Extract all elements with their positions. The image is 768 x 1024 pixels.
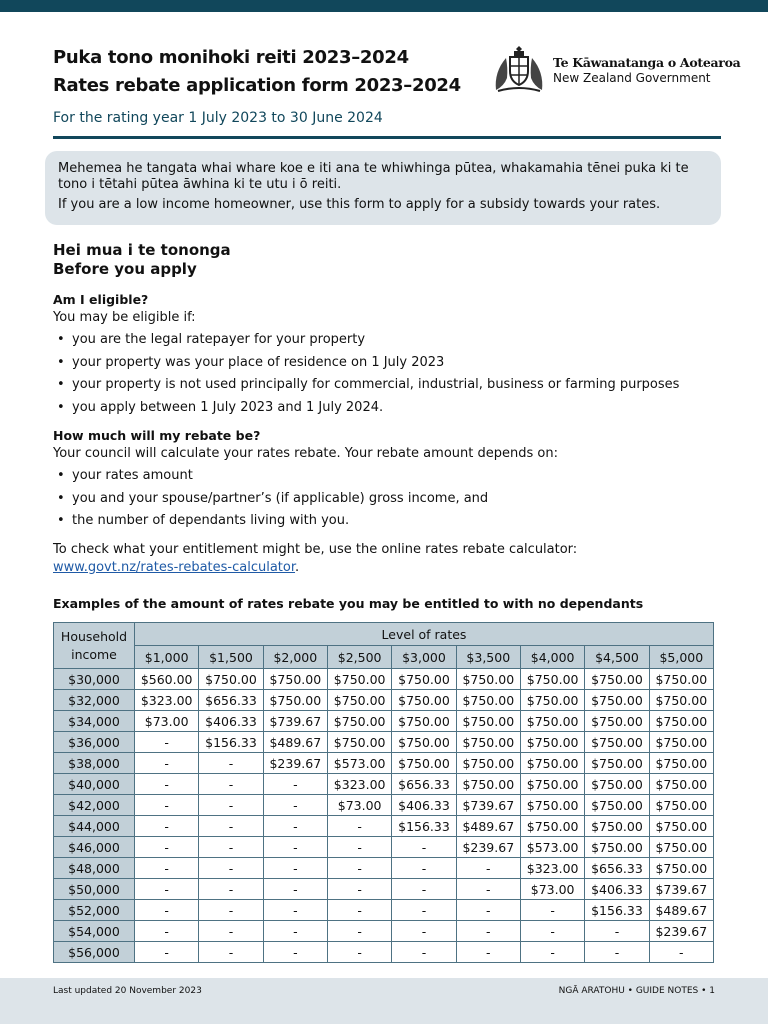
rebate-cell: $156.33 [392,816,456,837]
rebate-cell: $323.00 [520,858,584,879]
rebate-cell: $750.00 [649,837,713,858]
header-divider [53,136,721,139]
rebate-cell: $750.00 [649,753,713,774]
column-header: $1,000 [135,646,199,669]
table-row [54,753,714,774]
list-item: • the number of dependants living with you. [53,512,723,535]
nz-government-logo [490,42,741,94]
rebate-cell: $750.00 [649,690,713,711]
rebate-cell: - [520,942,584,963]
rebate-cell: $750.00 [392,753,456,774]
eligibility-intro: You may be eligible if: [53,310,196,325]
column-header: $2,500 [327,646,391,669]
column-header: $3,000 [392,646,456,669]
rebate-cell: $750.00 [327,732,391,753]
rebate-cell: - [263,795,327,816]
rebate-cell: - [135,900,199,921]
rebate-cell: - [199,837,263,858]
income-cell: $56,000 [54,942,135,963]
rebate-cell: $573.00 [520,837,584,858]
section-heading [53,241,231,279]
rebate-cell: - [135,942,199,963]
column-header: $5,000 [649,646,713,669]
calculator-link[interactable]: www.govt.nz/rates-rebates-calculator [53,559,296,575]
title-maori: Puka tono monihoki reiti 2023–2024 [53,47,409,68]
income-cell: $38,000 [54,753,135,774]
rebate-cell: - [135,795,199,816]
title-english: Rates rebate application form 2023–2024 [53,75,461,96]
rebate-cell: - [263,879,327,900]
rebate-cell: - [135,753,199,774]
callout-text-maori: Mehemea he tangata whai whare koe e iti ana te whiwhinga pūtea, whakamahia tēnei puka ki te tono i tētahi pūtea āwhina ki te utu i ō reiti. [58,161,689,192]
rebate-cell: $739.67 [456,795,520,816]
rebate-cell: $739.67 [649,879,713,900]
rebate-cell: $750.00 [585,774,649,795]
rebate-cell: $323.00 [135,690,199,711]
row-header-line2: income [71,646,117,662]
rebate-cell: $656.33 [392,774,456,795]
table-row [54,732,714,753]
rebate-cell: - [327,900,391,921]
column-header: $2,000 [263,646,327,669]
rebate-cell: $750.00 [199,669,263,690]
rebate-cell: $750.00 [456,690,520,711]
rebate-cell: $489.67 [456,816,520,837]
rebate-cell: $750.00 [327,690,391,711]
rebate-cell: - [135,732,199,753]
list-item: • your property was your place of residence on 1 July 2023 [53,354,723,377]
column-header: $1,500 [199,646,263,669]
rebate-cell: $750.00 [520,795,584,816]
rebate-cell: - [199,858,263,879]
table-row [54,711,714,732]
rebate-cell: - [327,921,391,942]
rebate-cell: $406.33 [585,879,649,900]
rebate-cell: - [520,900,584,921]
rebate-cell: - [585,942,649,963]
rebate-cell: - [456,900,520,921]
rebate-cell: - [135,921,199,942]
rebate-cell: $750.00 [585,816,649,837]
rebate-cell: $750.00 [520,690,584,711]
income-cell: $34,000 [54,711,135,732]
rebate-cell: - [392,900,456,921]
income-cell: $50,000 [54,879,135,900]
rebate-cell: $750.00 [585,711,649,732]
rebate-cell: $750.00 [327,711,391,732]
rebate-cell: - [199,900,263,921]
rebate-cell: - [327,942,391,963]
guide-notes-page: NGĀ ARATOHU • GUIDE NOTES • 1 [558,986,715,996]
income-cell: $42,000 [54,795,135,816]
rating-year-subtitle: For the rating year 1 July 2023 to 30 June 2024 [53,110,383,126]
rebate-cell: $750.00 [520,774,584,795]
list-item: • your rates amount [53,467,723,490]
table-row [54,942,714,963]
table-row [54,879,714,900]
rebate-cell: - [263,816,327,837]
rebate-cell: - [263,900,327,921]
rebate-cell: $750.00 [456,669,520,690]
rebate-cell: $406.33 [392,795,456,816]
rebate-cell: $489.67 [263,732,327,753]
calculator-link-line [53,559,723,577]
rebate-cell: - [199,879,263,900]
rebate-cell: $750.00 [456,774,520,795]
rebate-cell: - [199,816,263,837]
before-you-apply-content [53,291,723,577]
column-header-row [54,646,714,669]
rebate-cell: $750.00 [392,690,456,711]
rebate-cell: $656.33 [585,858,649,879]
rebate-cell: $750.00 [649,795,713,816]
rebate-cell: - [520,921,584,942]
rebate-heading: How much will my rebate be? [53,428,261,443]
table-row [54,900,714,921]
income-cell: $30,000 [54,669,135,690]
rebate-cell: $489.67 [649,900,713,921]
income-cell: $36,000 [54,732,135,753]
top-accent-bar [0,0,768,12]
rebate-cell: $750.00 [649,711,713,732]
rebate-cell: $750.00 [649,732,713,753]
table-row [54,858,714,879]
rebate-cell: - [392,879,456,900]
list-item: • you and your spouse/partner’s (if applicable) gross income, and [53,490,723,513]
rebate-cell: $239.67 [456,837,520,858]
column-header: $3,500 [456,646,520,669]
rebate-cell: $739.67 [263,711,327,732]
rebate-cell: $750.00 [520,816,584,837]
rebate-cell: - [456,858,520,879]
rebate-cell: $750.00 [456,732,520,753]
rebate-cell: $239.67 [263,753,327,774]
page-title [53,44,461,100]
table-row [54,669,714,690]
nz-coat-of-arms-icon [490,42,548,94]
rebate-cell: $73.00 [520,879,584,900]
logo-text-maori: Te Kāwanatanga o Aotearoa [553,55,741,70]
rebate-cell: $750.00 [649,669,713,690]
rebate-cell: - [392,921,456,942]
rebate-cell: - [392,837,456,858]
rebate-cell: $73.00 [327,795,391,816]
rebate-cell: $750.00 [585,753,649,774]
column-header: $4,000 [520,646,584,669]
list-item: • you are the legal ratepayer for your property [53,331,723,354]
rebate-cell: - [585,921,649,942]
income-cell: $52,000 [54,900,135,921]
rebate-cell: - [263,942,327,963]
row-header-line1: Household [60,628,128,644]
rebate-cell: $156.33 [199,732,263,753]
table-row [54,795,714,816]
rebate-cell: - [199,795,263,816]
rebate-cell: $750.00 [585,690,649,711]
rebate-cell: $750.00 [585,837,649,858]
rebate-cell: - [327,879,391,900]
last-updated: Last updated 20 November 2023 [53,986,202,996]
rebate-cell: $656.33 [199,690,263,711]
rebate-cell: - [327,858,391,879]
rebate-cell: - [263,774,327,795]
list-item: • you apply between 1 July 2023 and 1 July 2024. [53,399,723,422]
rebate-cell: $750.00 [649,858,713,879]
rebate-cell: $750.00 [520,753,584,774]
rebate-cell: $156.33 [585,900,649,921]
rebate-cell: - [649,942,713,963]
rebate-cell: $750.00 [392,732,456,753]
section-title-english: Before you apply [53,260,197,278]
rebate-cell: $750.00 [520,711,584,732]
income-cell: $40,000 [54,774,135,795]
rebate-cell: - [392,942,456,963]
rebate-cell: - [263,858,327,879]
callout-text-english: If you are a low income homeowner, use this form to apply for a subsidy towards your rates. [58,197,661,212]
eligibility-heading: Am I eligible? [53,292,149,307]
rebate-cell: - [392,858,456,879]
link-suffix: . [295,559,300,575]
rebate-cell: $750.00 [585,669,649,690]
rebate-cell: $560.00 [135,669,199,690]
rebate-cell: $750.00 [649,816,713,837]
page-footer [0,978,768,1024]
rebate-cell: - [199,774,263,795]
income-cell: $54,000 [54,921,135,942]
rebate-cell: - [135,816,199,837]
rebate-cell: $323.00 [327,774,391,795]
rebate-cell: $750.00 [392,669,456,690]
rebate-cell: - [135,837,199,858]
income-cell: $32,000 [54,690,135,711]
rebate-cell: - [327,837,391,858]
table-row [54,837,714,858]
rebate-cell: - [135,774,199,795]
rebate-cell: $750.00 [520,669,584,690]
table-row [54,816,714,837]
column-header: $4,500 [585,646,649,669]
rebate-cell: - [263,837,327,858]
rebate-factor-list [53,467,723,535]
rebate-cell: $239.67 [649,921,713,942]
table-row [54,690,714,711]
rebate-cell: - [456,942,520,963]
rebate-cell: $750.00 [585,732,649,753]
rebate-cell: $573.00 [327,753,391,774]
rebate-cell: - [135,858,199,879]
calculator-text: To check what your entitlement might be, use the online rates rebate calculator: [53,541,578,557]
rebate-cell: - [263,921,327,942]
income-cell: $44,000 [54,816,135,837]
rebate-cell: $750.00 [456,753,520,774]
rebate-table [53,622,714,963]
rebate-cell: - [199,921,263,942]
rebate-cell: $750.00 [585,795,649,816]
level-of-rates-header: Level of rates [135,623,714,646]
rebate-cell: $750.00 [456,711,520,732]
rebate-cell: $750.00 [327,669,391,690]
intro-callout [45,151,721,225]
list-item: • your property is not used principally for commercial, industrial, business or farming purposes [53,376,723,399]
rebate-cell: $73.00 [135,711,199,732]
rebate-cell: - [456,879,520,900]
rebate-cell: - [199,942,263,963]
household-income-header [54,623,135,669]
rebate-cell: - [327,816,391,837]
rebate-cell: - [199,753,263,774]
table-row [54,774,714,795]
rebate-cell: - [135,879,199,900]
income-cell: $46,000 [54,837,135,858]
rebate-cell: $406.33 [199,711,263,732]
rebate-cell: $750.00 [392,711,456,732]
table-row [54,921,714,942]
rebate-cell: $750.00 [263,690,327,711]
eligibility-list [53,331,723,421]
rebate-cell: $750.00 [263,669,327,690]
logo-text-english: New Zealand Government [553,71,711,85]
rebate-intro: Your council will calculate your rates rebate. Your rebate amount depends on: [53,446,558,461]
rebate-cell: $750.00 [520,732,584,753]
section-title-maori: Hei mua i te tononga [53,241,231,259]
rebate-cell: $750.00 [649,774,713,795]
table-body [54,669,714,963]
income-cell: $48,000 [54,858,135,879]
rebate-cell: - [456,921,520,942]
table-title: Examples of the amount of rates rebate you may be entitled to with no dependants [53,596,644,611]
